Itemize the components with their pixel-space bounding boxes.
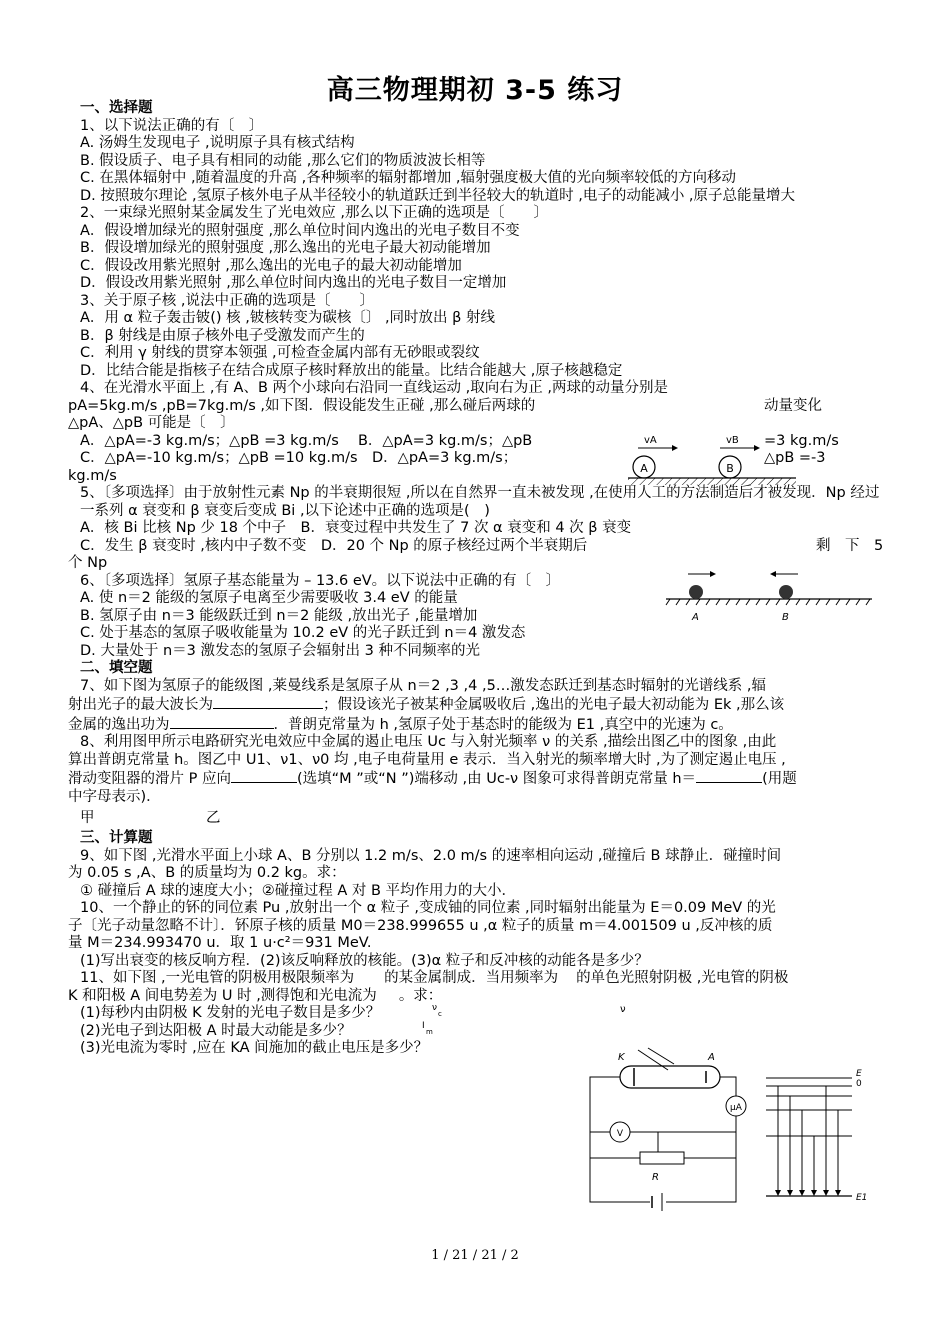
q4-ground-hatch [628, 478, 796, 485]
q7-line3-end: ．普朗克常量为 h ,氢原子处于基态时的能级为 E1 ,真空中的光速为 c。 [273, 716, 733, 733]
q6-option-b: B. 氢原子由 n＝3 能级跃迁到 n＝2 能级 ,放出光子 ,能量增加 [80, 607, 478, 624]
q11-line1-end: 的单色光照射阴极 ,光电管的阴极 [576, 970, 789, 986]
q8-line3-end: (用题 [762, 771, 797, 787]
q8-line1: 8、利用图甲所示电路研究光电效应中金属的遏止电压 Uc 与入射光频率 ν 的关系 ,描绘出图乙中的图象 ,由此 [80, 734, 777, 750]
q11-nu-c-glyph [430, 1000, 450, 1018]
q11-line2 [68, 988, 883, 1006]
q11-label-a: A [708, 1052, 715, 1063]
q9-arrowhead-b [770, 571, 776, 577]
q8-figure-jia: 甲 [80, 810, 95, 826]
q11-im-glyph [420, 1018, 440, 1036]
q3-option-a: A．用 α 粒子轰击铍() 核 ,铍核转变为碳核〔〕 ,同时放出 β 射线 [80, 310, 496, 326]
svg-text:I: I [422, 1021, 425, 1031]
q4-label-vb: vB [726, 435, 739, 446]
q1-option-d: D. 按照玻尔理论 ,氢原子核外电子从半径较小的轨道跃迁到半径较大的轨道时 ,电子的动能减小 ,原子总能量增大 [80, 187, 796, 204]
q10-line3: 量 M＝234.993470 u．取 1 u·c²＝931 MeV. [68, 935, 372, 951]
q11-light-ray-1 [638, 1050, 668, 1070]
q3-stem: 3、关于原子核 ,说法中正确的选项是〔 〕 [80, 292, 374, 309]
q11-label-e1: E1 [856, 1193, 868, 1203]
svg-text:ν: ν [620, 1004, 626, 1015]
page-footer: 1 / 21 / 21 / 2 [431, 1248, 519, 1263]
q1-option-a: A. 汤姆生发现电子 ,说明原子具有核式结构 [80, 135, 355, 151]
q11-wire-right-top [720, 1077, 736, 1096]
q8-line3 [68, 769, 883, 789]
q4-label-va: vA [644, 435, 657, 446]
q4-stem: 4、在光滑水平面上 ,有 A、B 两个小球向右沿同一直线运动 ,取向右为正 ,两球的动量分别是 [80, 380, 668, 396]
svg-text:ν: ν [432, 1003, 438, 1013]
q5-np: 个 Np [68, 555, 108, 571]
q8-line2: 算出普朗克常量 h。图乙中 U1、ν1、ν0 均 ,电子电荷量用 e 表示．当入射光的频率增大时 ,为了测定遏止电压 , [68, 751, 786, 768]
q4-unit: kg.m/s [68, 467, 117, 484]
q9-line2: 为 0.05 s ,A、B 的质量均为 0.2 kg。求： [68, 865, 346, 881]
q8-blank-planck[interactable] [696, 769, 762, 783]
q11-line1 [68, 970, 883, 988]
q8-figure-yi: 乙 [206, 810, 221, 826]
q4-ball-a-label: A [640, 462, 648, 475]
svg-text:m: m [426, 1028, 433, 1036]
svg-text:c: c [438, 1010, 442, 1018]
q9-ground-ticks [666, 599, 870, 605]
q6-option-c: C. 处于基态的氢原子吸收能量为 10.2 eV 的光子跃迁到 n＝4 激发态 [80, 625, 526, 641]
q7-line2 [68, 695, 883, 715]
q4-arrowhead-va [672, 445, 678, 451]
q9-ball-a [689, 585, 703, 599]
q9-arrowhead-a [710, 571, 716, 577]
q11-label-r: R [652, 1172, 659, 1183]
q11-label-zero: 0 [856, 1079, 862, 1089]
q7-line2-start: 射出光子的最大波长为 [68, 697, 213, 713]
q4-option-d-value: △pB =-3 [764, 450, 826, 466]
q1-option-b: B. 假设质子、电子具有相同的动能 ,那么它们的物质波波长相等 [80, 152, 486, 169]
q1-stem: 1、以下说法正确的有〔 〕 [80, 117, 264, 134]
q4-momentum-text: pA=5kg.m/s ,pB=7kg.m/s ,如下图．假设能发生正碰 ,那么碰后两球的 [68, 397, 536, 414]
q2-stem: 2、一束绿光照射某金属发生了光电效应 ,那么以下正确的选项是〔 〕 [80, 205, 548, 221]
q11-wire-right-bottom [666, 1116, 736, 1202]
q1-option-c: C. 在黑体辐射中 ,随着温度的升高 ,各种频率的辐射都增加 ,辐射强度极大值的光向频率较低的方向移动 [80, 170, 736, 186]
q10-line2: 子〔光子动量忽略不计〕．钚原子核的质量 M0＝238.999655 u ,α 粒子的质量 m＝4.001509 u ,反冲核的质 [68, 917, 773, 934]
q8-line4: 中字母表示)． [68, 788, 161, 805]
q11-part3: (3)光电流为零时 ,应在 KA 间施加的截止电压是多少？ [80, 1040, 429, 1056]
q5-stem: 5、〔多项选择〕由于放射性元素 Np 的半衰期很短 ,所以在自然界一直未被发现 ,在使用人工的方法制造后才被发现．Np 经过一系列 α 衰变和 β 衰变后变成 Bi ,以下论述中正确的选项是( ) [80, 485, 880, 519]
q5-option-cd [68, 538, 883, 556]
q10-line4: (1)写出衰变的核反响方程．(2)该反响释放的核能。(3)α 粒子和反冲核的动能各是多少？ [80, 952, 649, 969]
q7-line2-end: ；假设该光子被某种金属吸收后 ,逸出的光电子最大初动能为 Ek ,那么该 [323, 697, 785, 713]
q7-blank-wavelength[interactable] [213, 695, 323, 709]
q4-arrowhead-vb [754, 445, 760, 451]
q8-line3-start: 滑动变阻器的滑片 P 应向 [68, 771, 231, 787]
q2-option-d: D．假设改用紫光照射 ,那么单位时间内逸出的光电子数目一定增加 [80, 275, 507, 291]
q7-blank-work-function[interactable] [170, 715, 274, 729]
q10-line1: 10、一个静止的钚的同位素 Pu ,放射出一个 α 粒子 ,变成铀的同位素 ,同时辐射出能量为 E＝0.09 MeV 的光 [80, 900, 776, 916]
q5-option-ab: A．核 Bi 比核 Np 少 18 个中子 B．衰变过程中共发生了 7 次 α 衰变和 4 次 β 衰变 [80, 520, 632, 536]
q11-photocell-tube [620, 1066, 720, 1088]
q9-label-b: B [782, 612, 789, 623]
q7-line3 [68, 715, 883, 735]
q11-label-k: K [618, 1052, 625, 1063]
q4-option-b-value: =3 kg.m/s [764, 432, 839, 449]
q6-option-a: A. 使 n＝2 能级的氢原子电离至少需要吸收 3.4 eV 的能量 [80, 590, 458, 606]
q5-option-d-tail: 剩 下 5 [816, 537, 884, 554]
q7-line1: 7、如下图为氢原子的能级图 ,莱曼线系是氢原子从 n＝2 ,3 ,4 ,5…激发态跃迁到基态时辐射的光谱线系 ,辐 [80, 677, 767, 694]
q8-line3-middle: (选填“M ”或“N ”)端移动 ,由 Uc-ν 图象可求得普朗克常量 h＝ [296, 771, 697, 787]
q6-option-d: D. 大量处于 n＝3 激发态的氢原子会辐射出 3 种不同频率的光 [80, 642, 480, 659]
q11-part1: (1)每秒内由阴极 K 发射的光电子数目是多少？ [80, 1005, 381, 1021]
q11-circuit-figure [586, 1046, 886, 1212]
q3-option-b: B．β 射线是由原子核外电子受激发而产生的 [80, 327, 365, 344]
q11-part2: (2)光电子到达阳极 A 时最大动能是多少？ [80, 1022, 352, 1039]
q4-option-ab-text: A．△pA=-3 kg.m/s；△pB =3 kg.m/s B．△pA=3 kg.m/s；△pB [80, 432, 533, 449]
q9-line3: ① 碰撞后 A 球的速度大小；②碰撞过程 A 对 B 平均作用力的大小． [80, 882, 517, 899]
q11-label-ua: μA [730, 1103, 742, 1113]
q5-option-cd-text: C．发生 β 衰变时 ,核内中子数不变 D．20 个 Np 的原子核经过两个半衰期后 [80, 537, 588, 554]
q8-blank-direction[interactable] [231, 769, 297, 783]
q4-option-cd-text: C．△pA=-10 kg.m/s；△pB =10 kg.m/s D．△pA=3 kg.m/s； [80, 450, 518, 466]
section-calc: 三、计算题 [80, 830, 153, 846]
q11-transition-arrowheads [775, 1190, 841, 1196]
q4-line2 [68, 398, 883, 416]
q2-option-b: B．假设增加绿光的照射强度 ,那么逸出的光电子最大初动能增加 [80, 240, 491, 256]
q11-rheostat [640, 1152, 684, 1164]
q9-line1: 9、如下图 ,光滑水平面上小球 A、B 分别以 1.2 m/s、2.0 m/s 的速率相向运动 ,碰撞后 B 球静止．碰撞时间 [80, 847, 782, 864]
q11-nu-glyph [618, 1000, 632, 1018]
q8-figure-labels [68, 806, 883, 830]
q11-label-v: V [616, 1129, 624, 1139]
q9-ball-b [779, 585, 793, 599]
page-title: 高三物理期初 3-5 练习 [326, 75, 624, 106]
q9-label-a: A [692, 612, 699, 623]
q11-line1-middle: 的某金属制成．当用频率为 [384, 970, 559, 986]
q3-option-c: C．利用 γ 射线的贯穿本领强 ,可检查金属内部有无砂眼或裂纹 [80, 345, 480, 361]
q2-option-a: A．假设增加绿光的照射强度 ,那么单位时间内逸出的光电子数目不变 [80, 222, 520, 239]
q3-option-d: D．比结合能是指核子在结合成原子核时释放出的能量。比结合能越大 ,原子核越稳定 [80, 362, 623, 379]
q6-stem: 6、〔多项选择〕氢原子基态能量为 – 13.6 eV。以下说法中正确的有〔 〕 [80, 572, 561, 589]
q11-light-ray-2 [648, 1048, 674, 1064]
q4-momentum-change: 动量变化 [764, 397, 822, 414]
section-choice: 一、选择题 [80, 100, 153, 116]
q11-wire-left [590, 1077, 650, 1202]
q7-line3-start: 金属的逸出功为 [68, 716, 170, 733]
q11-line1-start: 11、如下图 ,一光电管的阴极用极限频率为 [80, 970, 355, 986]
q4-collision-figure [620, 428, 800, 494]
q11-line2-end: 。求： [398, 987, 443, 1004]
q4-line3: △pA、△pB 可能是〔 〕 [68, 415, 235, 431]
q2-option-c: C．假设改用紫光照射 ,那么逸出的光电子的最大初动能增加 [80, 257, 462, 274]
section-fill: 二、填空题 [80, 660, 153, 676]
q9-collision-figure [664, 562, 874, 624]
q11-label-e: E [856, 1069, 862, 1079]
q11-transition-arrows [778, 1086, 838, 1192]
q4-ball-b-label: B [726, 462, 734, 475]
q11-line2-start: K 和阳极 A 间电势差为 U 时 ,测得饱和光电流为 [68, 987, 377, 1004]
